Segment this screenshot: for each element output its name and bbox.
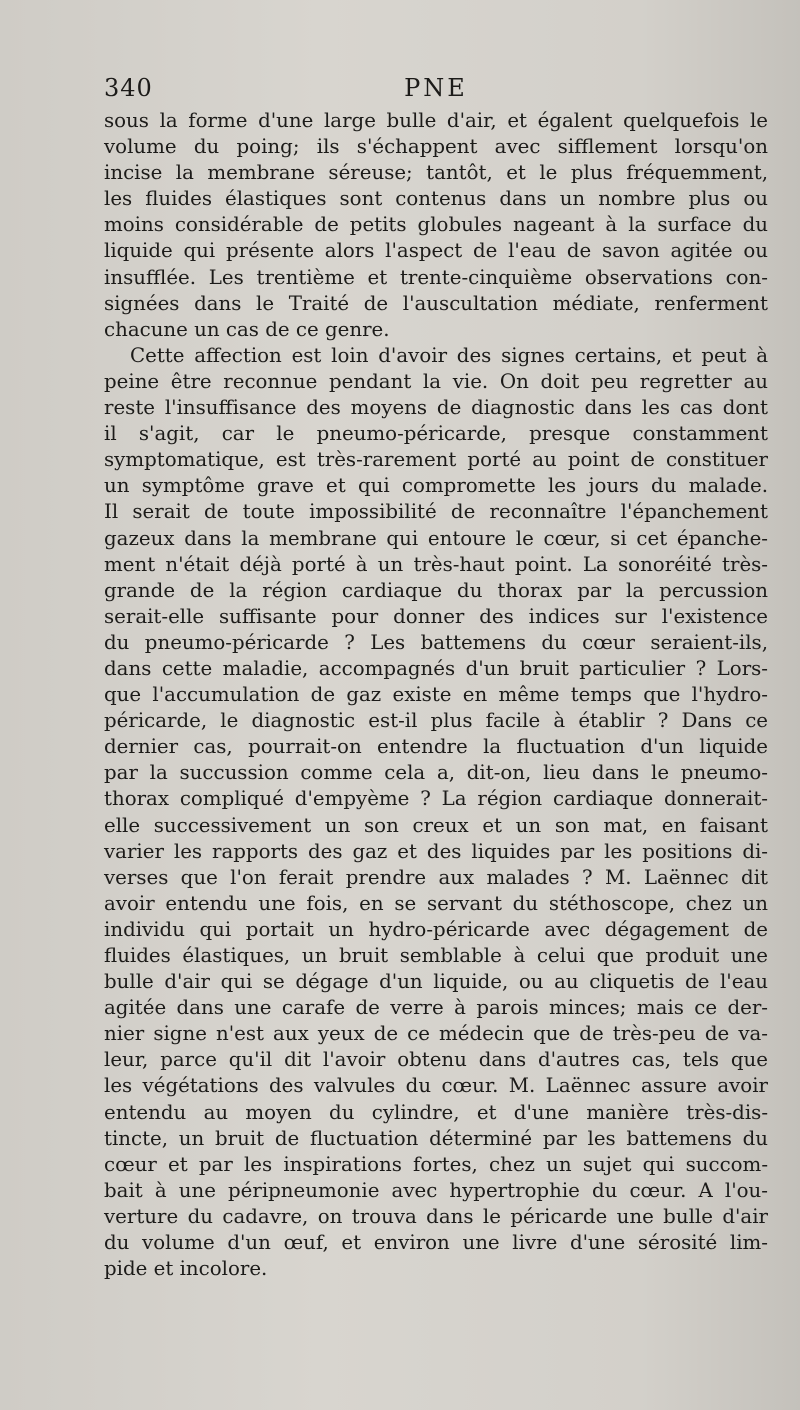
text-line: les végétations des valvules du cœur. M. Laënnec assure avoir <box>104 1074 768 1098</box>
text-line: symptomatique, est très-rarement porté au point de constituer <box>104 448 768 472</box>
text-line: il s'agit, car le pneumo-péricarde, presque constamment <box>104 422 768 446</box>
paragraph-first-line: Cette affection est loin d'avoir des signes certains, et peut à <box>130 343 768 367</box>
text-line: du volume d'un œuf, et environ une livre d'une sérosité lim- <box>104 1231 768 1255</box>
text-line: incise la membrane séreuse; tantôt, et le plus fréquemment, <box>104 161 768 185</box>
text-line: individu qui portait un hydro-péricarde avec dégagement de <box>104 917 768 941</box>
text-line: peine être reconnue pendant la vie. On doit peu regretter au <box>104 369 768 393</box>
text-line: volume du poing; ils s'échappent avec sifflement lorsqu'on <box>104 135 768 159</box>
text-line: dernier cas, pourrait-on entendre la fluctuation d'un liquide <box>104 735 768 759</box>
text-line: entendu au moyen du cylindre, et d'une manière très-dis- <box>104 1100 768 1124</box>
text-line: avoir entendu une fois, en se servant du stéthoscope, chez un <box>104 891 768 915</box>
text-line: nier signe n'est aux yeux de ce médecin que de très-peu de va- <box>104 1022 768 1046</box>
text-line: chacune un cas de ce genre. <box>104 317 390 341</box>
text-line: verses que l'on ferait prendre aux malades ? M. Laënnec dit <box>104 865 768 889</box>
text-line: insufflée. Les trentième et trente-cinquième observations con- <box>104 265 768 289</box>
text-line: péricarde, le diagnostic est-il plus facile à établir ? Dans ce <box>104 709 768 733</box>
text-line: les fluides élastiques sont contenus dans un nombre plus ou <box>104 187 768 211</box>
text-line: liquide qui présente alors l'aspect de l'eau de savon agitée ou <box>104 239 768 263</box>
text-line: leur, parce qu'il dit l'avoir obtenu dans d'autres cas, tels que <box>104 1048 768 1072</box>
text-line: thorax compliqué d'empyème ? La région cardiaque donnerait- <box>104 787 768 811</box>
body-text <box>104 108 768 1282</box>
text-line: grande de la région cardiaque du thorax par la percussion <box>104 578 768 602</box>
text-line: serait-elle suffisante pour donner des indices sur l'existence <box>104 604 768 628</box>
page-number: 340 <box>104 74 153 102</box>
text-line: varier les rapports des gaz et des liquides par les positions di- <box>104 839 768 863</box>
running-head: PNE <box>404 74 468 102</box>
text-line: que l'accumulation de gaz existe en même temps que l'hydro- <box>104 683 768 707</box>
text-line: gazeux dans la membrane qui entoure le cœur, si cet épanche- <box>104 526 768 550</box>
text-line: moins considérable de petits globules nageant à la surface du <box>104 213 768 237</box>
text-line: Il serait de toute impossibilité de reconnaître l'épanchement <box>104 500 768 524</box>
text-line: elle successivement un son creux et un son mat, en faisant <box>104 813 768 837</box>
text-line: tincte, un bruit de fluctuation déterminé par les battemens du <box>104 1126 768 1150</box>
text-line: sous la forme d'une large bulle d'air, et égalent quelquefois le <box>104 109 768 132</box>
text-line: agitée dans une carafe de verre à parois minces; mais ce der- <box>104 996 768 1020</box>
text-line: du pneumo-péricarde ? Les battemens du cœur seraient-ils, <box>104 630 768 654</box>
text-line: fluides élastiques, un bruit semblable à celui que produit une <box>104 944 768 967</box>
text-line: signées dans le Traité de l'auscultation médiate, renferment <box>104 291 768 315</box>
text-line: ment n'était déjà porté à un très-haut point. La sonoréité très- <box>104 552 768 576</box>
text-line: reste l'insuffisance des moyens de diagnostic dans les cas dont <box>104 396 768 420</box>
text-line: cœur et par les inspirations fortes, chez un sujet qui succom- <box>104 1152 768 1176</box>
text-line: par la succussion comme cela a, dit-on, lieu dans le pneumo- <box>104 761 768 785</box>
text-line: bulle d'air qui se dégage d'un liquide, ou au cliquetis de l'eau <box>104 970 768 994</box>
page-header <box>104 74 768 106</box>
text-line: pide et incolore. <box>104 1257 268 1281</box>
text-line: un symptôme grave et qui compromette les jours du malade. <box>104 474 768 498</box>
text-line: dans cette maladie, accompagnés d'un bruit particulier ? Lors- <box>104 656 768 680</box>
text-line: bait à une péripneumonie avec hypertrophie du cœur. A l'ou- <box>104 1178 768 1202</box>
text-line: verture du cadavre, on trouva dans le péricarde une bulle d'air <box>104 1204 768 1228</box>
